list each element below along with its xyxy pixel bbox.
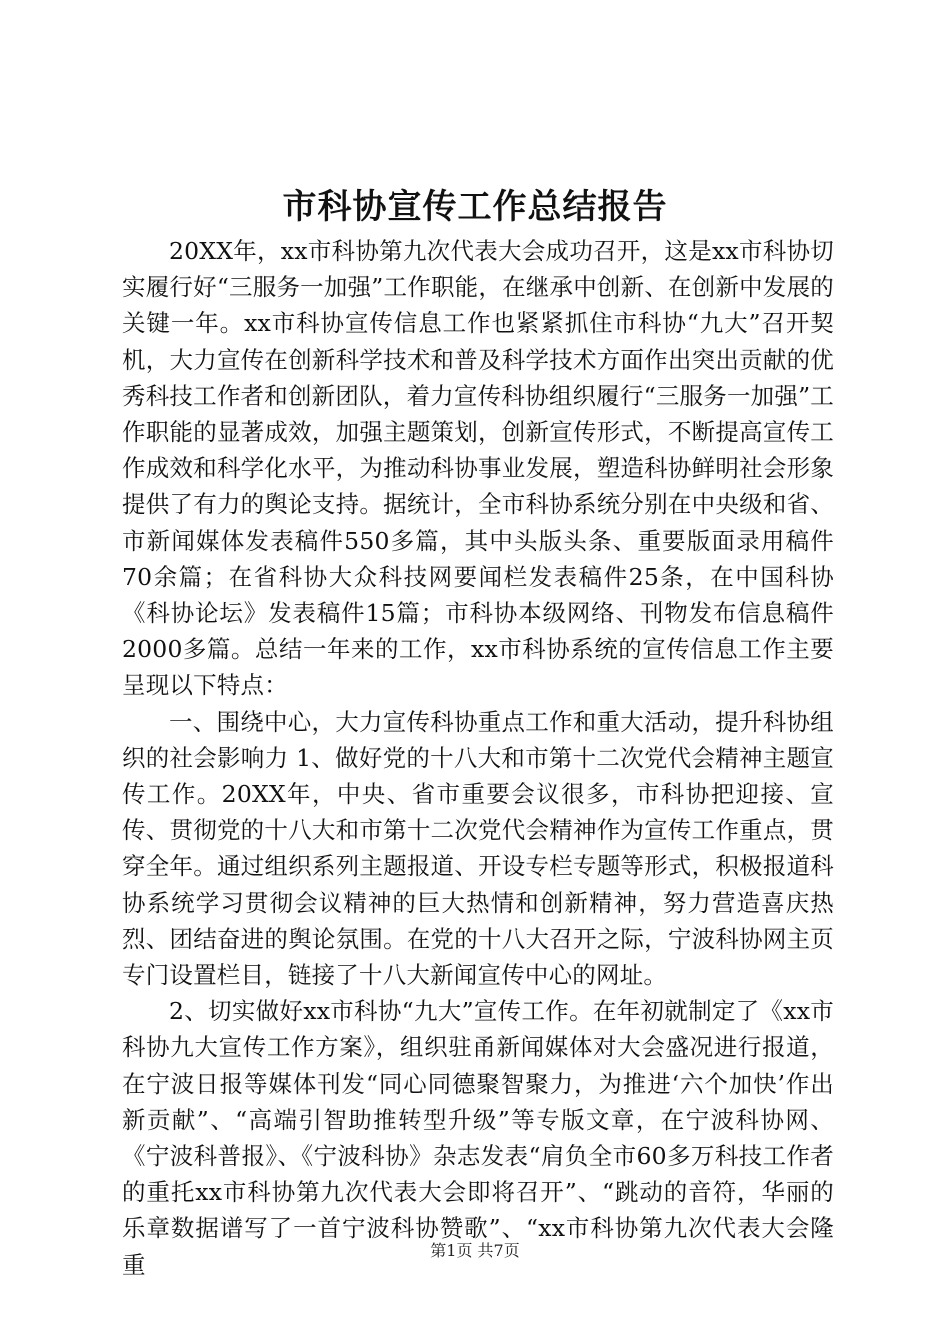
paragraph-section-one: 一、围绕中心，大力宣传科协重点工作和重大活动，提升科协组织的社会影响力 1、做好党的十八大和市第十二次党代会精神主题宣传工作。20XX年，中央、省市重要会议很多，市科协把迎接、宣传、贯彻党的十八大和市第十二次党代会精神作为宣传工作重点，贯穿全年。通过组织系列主题报道、开设专栏专题等形式，积极报道科协系统学习贯彻会议精神的巨大热情和创新精神，努力营造喜庆热烈、团结奋进的舆论氛围。在党的十八大召开之际，宁波科协网主页专门设置栏目，链接了十八大新闻宣传中心的网址。 [122,707,834,990]
document-title: 市科协宣传工作总结报告 [282,187,668,227]
document-body [122,233,834,1283]
page-number: 第1页 共7页 [430,1241,520,1260]
paragraph-intro: 20XX年，xx市科协第九次代表大会成功召开，这是xx市科协切实履行好“三服务一加强”工作职能，在继承中创新、在创新中发展的关键一年。xx市科协宣传信息工作也紧紧抓住市科协“九大”召开契机，大力宣传在创新科学技术和普及科学技术方面作出突出贡献的优秀科技工作者和创新团队，着力宣传科协组织履行“三服务一加强”工作职能的显著成效，加强主题策划，创新宣传形式，不断提高宣传工作成效和科学化水平，为推动科协事业发展，塑造科协鲜明社会形象提供了有力的舆论支持。据统计，全市科协系统分别在中央级和省、市新闻媒体发表稿件550多篇，其中头版头条、重要版面录用稿件70余篇；在省科协大众科技网要闻栏发表稿件25条，在中国科协《科协论坛》发表稿件15篇；市科协本级网络、刊物发布信息稿件2000多篇。总结一年来的工作，xx市科协系统的宣传信息工作主要呈现以下特点： [122,237,834,700]
paragraph-item-two: 2、切实做好xx市科协“九大”宣传工作。在年初就制定了《xx市科协九大宣传工作方案》，组织驻甬新闻媒体对大会盛况进行报道，在宁波日报等媒体刊发“同心同德聚智聚力，为推进‘六个加快’作出新贡献”、“高端引智助推转型升级”等专版文章，在宁波科协网、《宁波科普报》、《宁波科协》杂志发表“肩负全市60多万科技工作者的重托xx市科协第九次代表大会即将召开”、“跳动的音符，华丽的乐章数据谱写了一首宁波科协赞歌”、“xx市科协第九次代表大会隆重 [122,997,834,1279]
